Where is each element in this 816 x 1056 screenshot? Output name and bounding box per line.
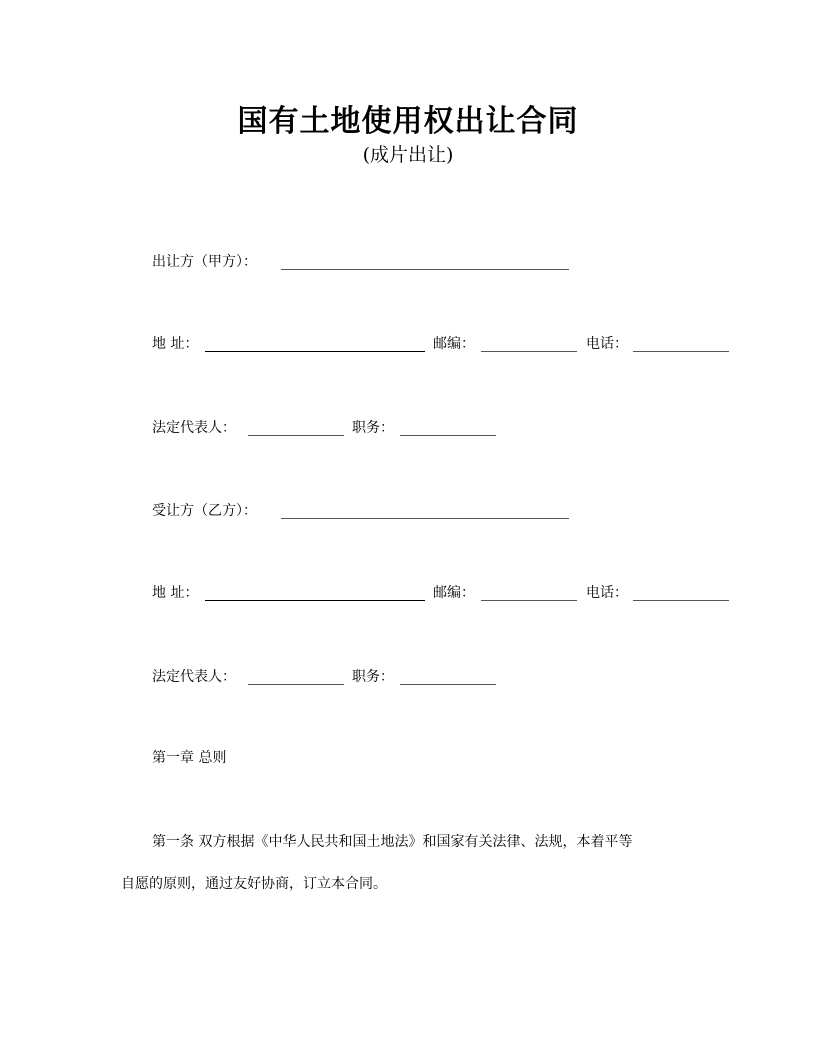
party-a-name-blank[interactable] (281, 269, 569, 270)
party-b-name-row (152, 501, 772, 525)
party-b-address-blank[interactable] (205, 600, 425, 601)
party-b-postcode-blank[interactable] (481, 600, 577, 601)
party-a-rep-blank[interactable] (248, 435, 344, 436)
party-b-position-blank[interactable] (400, 684, 496, 685)
party-b-position-label: 职务： (352, 669, 394, 685)
party-b-address-label: 地 址： (152, 585, 199, 601)
party-a-address-label: 地 址： (152, 336, 199, 352)
party-a-position-blank[interactable] (400, 435, 496, 436)
party-a-rep-row (152, 418, 772, 442)
party-b-rep-blank[interactable] (248, 684, 344, 685)
article-1-line-1: 第一条 双方根据《中华人民共和国土地法》和国家有关法律、法规，本着平等 (152, 834, 633, 850)
party-a-position-label: 职务： (352, 420, 394, 436)
party-a-postcode-blank[interactable] (481, 351, 577, 352)
party-a-rep-label: 法定代表人： (152, 420, 236, 436)
party-b-name-blank[interactable] (281, 518, 569, 519)
contract-title: 国有土地使用权出让合同 (237, 104, 579, 139)
party-a-address-row (152, 334, 772, 358)
party-a-postcode-label: 邮编： (433, 336, 475, 352)
party-a-name-row (152, 252, 772, 276)
contract-subtitle: (成片出让) (362, 144, 454, 166)
party-b-postcode-label: 邮编： (433, 585, 475, 601)
party-b-rep-row (152, 667, 772, 691)
party-a-label: 出让方（甲方）： (152, 254, 257, 270)
party-b-rep-label: 法定代表人： (152, 669, 236, 685)
party-b-address-row (152, 583, 772, 607)
party-b-phone-label: 电话： (586, 585, 628, 601)
party-b-label: 受让方（乙方）： (152, 503, 257, 519)
article-1-line-2: 自愿的原则，通过友好协商，订立本合同。 (121, 876, 387, 892)
party-b-phone-blank[interactable] (633, 600, 729, 601)
party-a-phone-blank[interactable] (633, 351, 729, 352)
party-a-address-blank[interactable] (205, 351, 425, 352)
chapter-heading: 第一章 总则 (152, 750, 227, 766)
party-a-phone-label: 电话： (586, 336, 628, 352)
